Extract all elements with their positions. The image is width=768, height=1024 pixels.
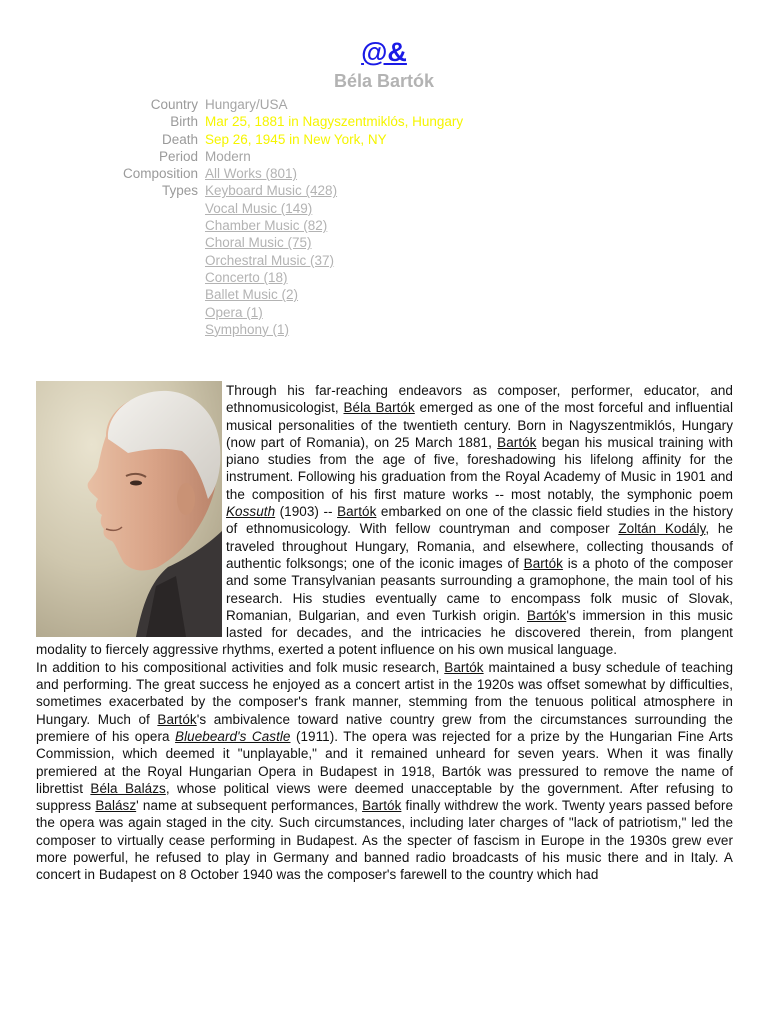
article-text: (1903) -- [275,504,338,520]
death-label: Death [161,131,198,147]
link-vocal-music[interactable]: Vocal Music (149) [205,200,313,216]
article-link[interactable]: Bartók [497,434,537,450]
article-text: ' name at subsequent performances, [136,798,363,814]
birth-value: Mar 25, 1881 in Nagyszentmiklós, Hungary [205,114,464,130]
country-value: Hungary/USA [205,97,288,112]
composition-label: Composition [122,166,198,182]
biography-paragraph-2 [36,659,733,884]
country-label: Country [150,97,198,112]
article-link[interactable]: Bartók [337,504,377,520]
link-concerto[interactable]: Concerto (18) [205,269,288,285]
composer-info-table [0,96,463,338]
info-row-period [0,148,463,165]
death-value: Sep 26, 1945 in New York, NY [205,131,387,147]
site-logo[interactable] [0,36,768,68]
article-text: In addition to his compositional activities and folk music research, [36,659,445,675]
article-text: is a photo of the composer and some Transylvanian peasants surrounding a gramophone, the main tool of his research. His studies eventually came to encompass folk music of Slovak, Romanian, Bulgarian, and even Turkish origin. [226,555,733,623]
info-row-death [0,131,463,148]
link-ballet-music[interactable]: Ballet Music (2) [205,287,299,303]
article-text: , he traveled throughout Hungary, Romania, and elsewhere, collecting thousands of authentic folksongs; one of the iconic images of [226,521,734,571]
composition-type-links [205,165,337,338]
article-link[interactable]: Béla Balázs [90,780,166,796]
article-link[interactable]: Bartók [157,711,197,727]
link-opera[interactable]: Opera (1) [205,304,263,320]
link-all-works[interactable]: All Works (801) [205,166,298,182]
types-label: Types [161,183,198,199]
link-chamber-music[interactable]: Chamber Music (82) [205,218,328,234]
birth-label: Birth [170,114,198,130]
article-text: emerged as one of the most forceful and influential musical personalities of the twentieth century. Born in Nagyszentmiklós, Hungary (now part of Romania), on 25 March 1881, [226,400,733,450]
article-work-link[interactable]: Bluebeard's Castle [175,728,291,744]
article-link[interactable]: Béla Bartók [343,400,415,416]
link-orchestral-music[interactable]: Orchestral Music (37) [205,252,335,268]
article-link[interactable]: Bartók [362,798,402,814]
article-link[interactable]: Bartók [444,659,484,675]
article-text: finally withdrew the work. Twenty years passed before the opera was again staged in the city. Such circumstances, including later charges of "lack of patriotism," led the composer to virtually cease performing in Budapest. As the specter of fascism in Europe in the 1930s grew ever more powerful, he refused to play in Germany and banned radio broadcasts of his music there and in Italy. A concert in Budapest on 8 October 1940 was the composer's farewell to the country which had [36,798,734,883]
article-text: maintained a busy schedule of teaching and performing. The great success he enjoyed as a concert artist in the 1920s was offset somewhat by difficulties, sometimes exacerbated by the composer's frank manner, stemming from the tenuous political atmosphere in Hungary. Much of [36,659,733,727]
article-link[interactable]: Bartók [523,555,563,571]
period-value: Modern [205,148,251,164]
biography-article [36,382,733,884]
portrait-float-spacer [36,382,226,638]
article-link[interactable]: Zoltán Kodály [618,521,706,537]
info-row-birth [0,113,463,130]
article-text: began his musical training with piano studies from the age of five, foreshadowing his lifelong affinity for the instrument. Following his graduation from the Royal Academy of Music in 1901 and the composition of his first mature works -- most notably, the symphonic poem [226,434,733,502]
link-symphony[interactable]: Symphony (1) [205,321,290,337]
article-text: 's immersion in this music lasted for decades, and the intricacies he discovered therein, from plangent modality to fiercely aggressive rhythms, exerted a potent influence on his own musical language. [36,607,733,658]
composer-name: Béla Bartók [333,71,435,91]
article-text: embarked on one of the classic field studies in the history of ethnomusicology. With fellow countryman and composer [226,504,734,537]
article-text: 's ambivalence toward native country grew from the circumstances surrounding the premiere of his opera [36,711,733,744]
article-work-link[interactable]: Kossuth [226,504,276,520]
article-text: (1911). The opera was rejected for a prize by the Hungarian Fine Arts Commission, which deemed it "unplayable," and it remained unheard for seven years. When it was finally premiered at the Royal Hungarian Opera in Budapest in 1918, Bartók was pressured to remove the name of librettist [36,728,733,796]
site-logo-link[interactable]: @& [361,37,407,67]
article-text: Through his far-reaching endeavors as composer, performer, educator, and ethnomusicologist, [226,383,733,416]
article-link[interactable]: Bartók [526,607,567,623]
article-link[interactable]: Balász [95,798,137,814]
article-text: , whose political views were deemed unacceptable by the government. After refusing to suppress [36,780,733,814]
period-label: Period [158,148,198,164]
composition-types-label [0,165,205,338]
link-choral-music[interactable]: Choral Music (75) [205,235,312,251]
info-row-composition-types [0,165,463,338]
link-keyboard-music[interactable]: Keyboard Music (428) [205,183,338,199]
info-row-country [0,96,463,113]
